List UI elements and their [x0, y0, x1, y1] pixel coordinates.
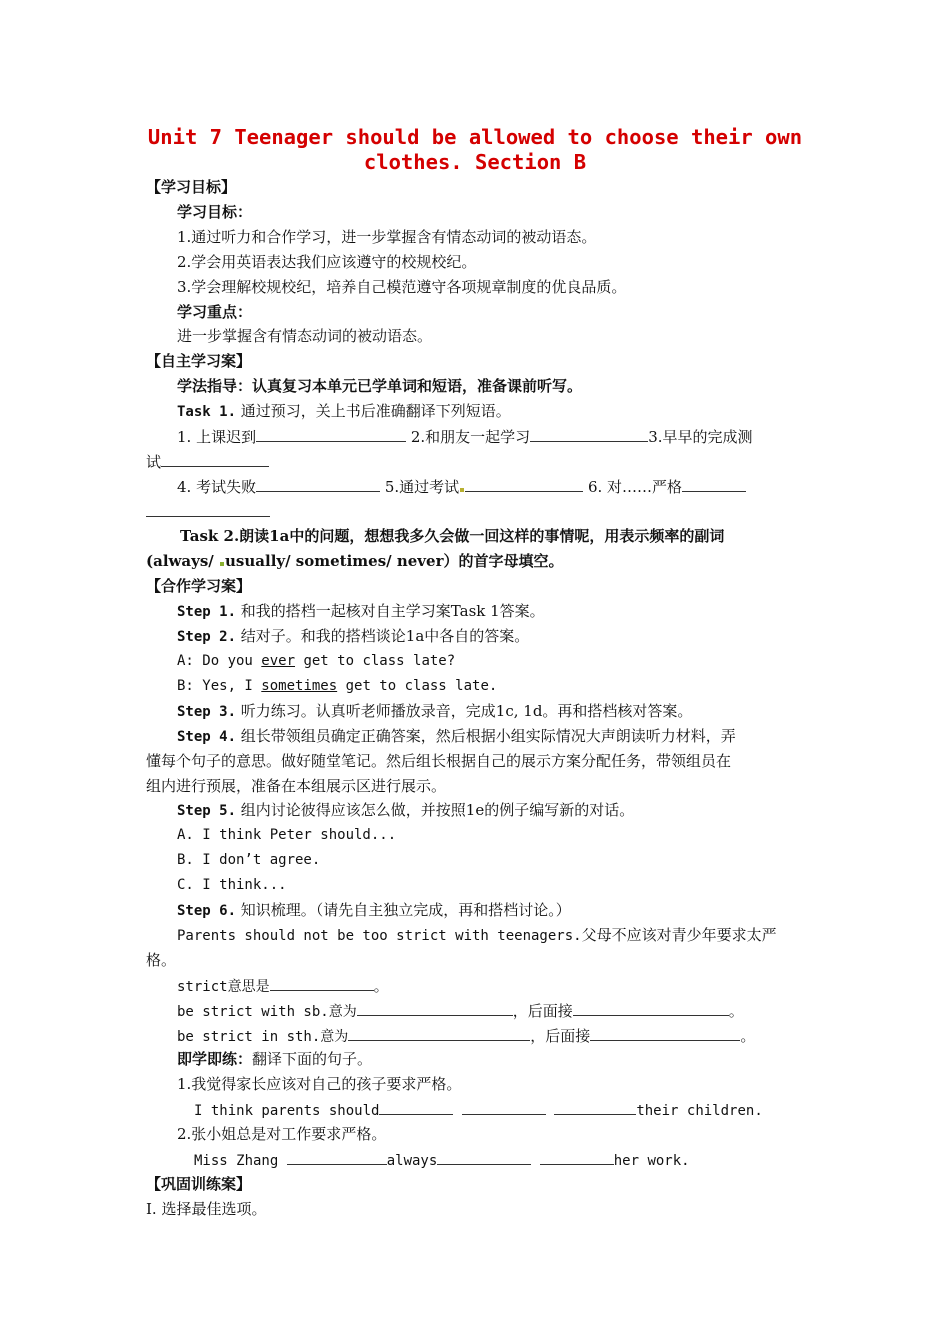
step-5-text: 组内讨论彼得应该怎么做，并按照1e的例子编写新的对话。 [240, 801, 635, 819]
step-5-label: Step 5. [177, 803, 237, 819]
goals-label: 学习目标： [177, 203, 253, 221]
period: 。 [373, 977, 389, 995]
phrase-row-2 [177, 476, 746, 497]
q1-blank-2[interactable] [462, 1099, 546, 1115]
phrase-row-1 [177, 426, 753, 447]
question-1-en-end: their children. [636, 1103, 763, 1119]
question-2-cn: 2.张小姐总是对工作要求严格。 [177, 1125, 387, 1143]
question-1-en [194, 1099, 763, 1121]
study-guide: 学法指导：认真复习本单元已学单词和短语，准备课前听写。 [177, 377, 583, 395]
strict-in-blank-2[interactable] [590, 1025, 740, 1041]
doc-title-line2: clothes. Section B [363, 150, 587, 174]
phrase-row-2-wrap [146, 501, 270, 522]
section-header-cooperative: 【合作学习案】 [146, 577, 252, 595]
section-header-self-study: 【自主学习案】 [146, 352, 252, 370]
question-2-en-mid: always [386, 1153, 438, 1169]
task2-line-2 [146, 551, 563, 571]
strict-in [177, 1025, 755, 1047]
strict-in-label: be strict in sth.意为 [177, 1029, 349, 1045]
phrase-1-blank[interactable] [256, 426, 406, 442]
step-2-label: Step 2. [177, 629, 237, 645]
step-1-label: Step 1. [177, 604, 237, 620]
q1-blank-1[interactable] [379, 1099, 453, 1115]
period: 。 [728, 1002, 744, 1020]
phrase-6-blank-cont[interactable] [146, 501, 270, 517]
step-6 [177, 900, 571, 921]
task1-text: 通过预习，关上书后准确翻译下列短语。 [240, 402, 511, 420]
phrase-row-1-wrap [146, 451, 269, 472]
q1-blank-3[interactable] [554, 1099, 636, 1115]
phrase-3-label: 3.早早的完成测 [648, 428, 753, 446]
q2-blank-1[interactable] [287, 1149, 387, 1165]
strict-meaning-label: strict意思是 [177, 979, 270, 995]
step-3 [177, 701, 692, 722]
strict-in-follow-label: ，后面接 [530, 1027, 591, 1045]
step-4-line-2: 懂每个句子的意思。做好随堂笔记。然后组长根据自己的展示方案分配任务，带领组员在 [146, 752, 732, 770]
strict-sentence-cn: 父母不应该对青少年要求太严 [581, 926, 777, 944]
step-3-label: Step 3. [177, 704, 237, 720]
step-1-text: 和我的搭档一起核对自主学习案Task 1答案。 [240, 602, 545, 620]
goal-3: 3.学会理解校规校纪，培养自己模范遵守各项规章制度的优良品质。 [177, 278, 627, 296]
strict-with-label: be strict with sb.意为 [177, 1004, 357, 1020]
step-2-text: 结对子。和我的搭档谈论1a中各自的答案。 [240, 627, 530, 645]
step-1 [177, 601, 545, 622]
step-3-text: 听力练习。认真听老师播放录音，完成1c, 1d。再和搭档核对答案。 [240, 702, 693, 720]
phrase-4-blank[interactable] [256, 476, 380, 492]
phrase-6-label: 6. 对……严格 [587, 478, 683, 496]
phrase-1-label: 1. 上课迟到 [177, 428, 257, 446]
step-6-label: Step 6. [177, 903, 237, 919]
strict-with [177, 1000, 744, 1022]
strict-with-blank-2[interactable] [573, 1000, 729, 1016]
phrase-3-blank[interactable] [161, 451, 269, 467]
phrase-6-blank[interactable] [682, 476, 746, 492]
q2-blank-3[interactable] [540, 1149, 614, 1165]
section-header-practice: 【巩固训练案】 [146, 1175, 252, 1193]
dialogue-b [177, 676, 497, 696]
doc-title-line1: Unit 7 Teenager should be allowed to choose their own [147, 125, 803, 149]
task2-line-2b: usually/ sometimes/ never）的首字母填空。 [225, 552, 564, 570]
strict-meaning-blank[interactable] [270, 975, 374, 991]
option-c: C. I think... [177, 877, 287, 893]
option-a: A. I think Peter should... [177, 827, 397, 843]
step-4-line-3: 组内进行预展，准备在本组展示区进行展示。 [146, 777, 447, 795]
q2-blank-2[interactable] [437, 1149, 531, 1165]
strict-sentence-wrap: 格。 [146, 951, 177, 969]
practice-text: 翻译下面的句子。 [252, 1050, 373, 1068]
step-2 [177, 626, 529, 647]
strict-in-blank-1[interactable] [348, 1025, 530, 1041]
dialogue-a-text: A: Do you [177, 653, 262, 669]
mark-dot [460, 488, 464, 492]
strict-sentence-en: Parents should not be too strict with teenagers. [177, 928, 582, 944]
phrase-3-label-cont: 试 [146, 453, 162, 471]
key-points-text: 进一步掌握含有情态动词的被动语态。 [177, 327, 433, 345]
question-2-en-start: Miss Zhang [194, 1153, 287, 1169]
phrase-2-blank[interactable] [530, 426, 648, 442]
goal-1: 1.通过听力和合作学习，进一步掌握含有情态动词的被动语态。 [177, 228, 597, 246]
strict-sentence [177, 925, 777, 946]
step-5 [177, 800, 634, 821]
question-1-en-start: I think parents should [194, 1103, 380, 1119]
task2-line-2a: (always/ [146, 552, 220, 570]
exercise-1-title: I. 选择最佳选项。 [146, 1200, 267, 1218]
strict-meaning [177, 975, 389, 997]
dialogue-a-underlined: ever [261, 653, 296, 669]
question-1-cn: 1.我觉得家长应该对自己的孩子要求严格。 [177, 1075, 462, 1093]
dialogue-a [177, 651, 455, 671]
strict-with-blank-1[interactable] [357, 1000, 513, 1016]
phrase-5-label: 5.通过考试 [384, 478, 460, 496]
phrase-4-label: 4. 考试失败 [177, 478, 257, 496]
practice-label: 即学即练： [177, 1050, 253, 1068]
option-b: B. I don’t agree. [177, 852, 321, 868]
task1-label: Task 1. [177, 404, 237, 420]
strict-with-follow-label: ，后面接 [512, 1002, 573, 1020]
dialogue-b-rest: get to class late. [337, 678, 498, 694]
practice [177, 1049, 372, 1069]
dialogue-b-text: B: Yes, I [177, 678, 262, 694]
section-header-goals: 【学习目标】 [146, 178, 237, 196]
dialogue-b-underlined: sometimes [261, 678, 338, 694]
task1-line [177, 401, 511, 422]
phrase-2-label: 2.和朋友一起学习 [410, 428, 531, 446]
question-2-en [194, 1149, 690, 1171]
task2-line-1: Task 2.朗读1a中的问题，想想我多久会做一回这样的事情呢，用表示频率的副词 [180, 527, 725, 545]
phrase-5-blank[interactable] [465, 476, 583, 492]
step-4 [177, 726, 736, 747]
step-4-line-1: 组长带领组员确定正确答案，然后根据小组实际情况大声朗读听力材料，弄 [240, 727, 736, 745]
period: 。 [740, 1027, 756, 1045]
mark-dot [220, 562, 224, 566]
dialogue-a-rest: get to class late? [295, 653, 456, 669]
goal-2: 2.学会用英语表达我们应该遵守的校规校纪。 [177, 253, 477, 271]
step-6-text: 知识梳理。（请先自主独立完成，再和搭档讨论。） [240, 901, 571, 919]
key-points-label: 学习重点： [177, 303, 253, 321]
step-4-label: Step 4. [177, 729, 237, 745]
question-2-en-end: her work. [613, 1153, 690, 1169]
